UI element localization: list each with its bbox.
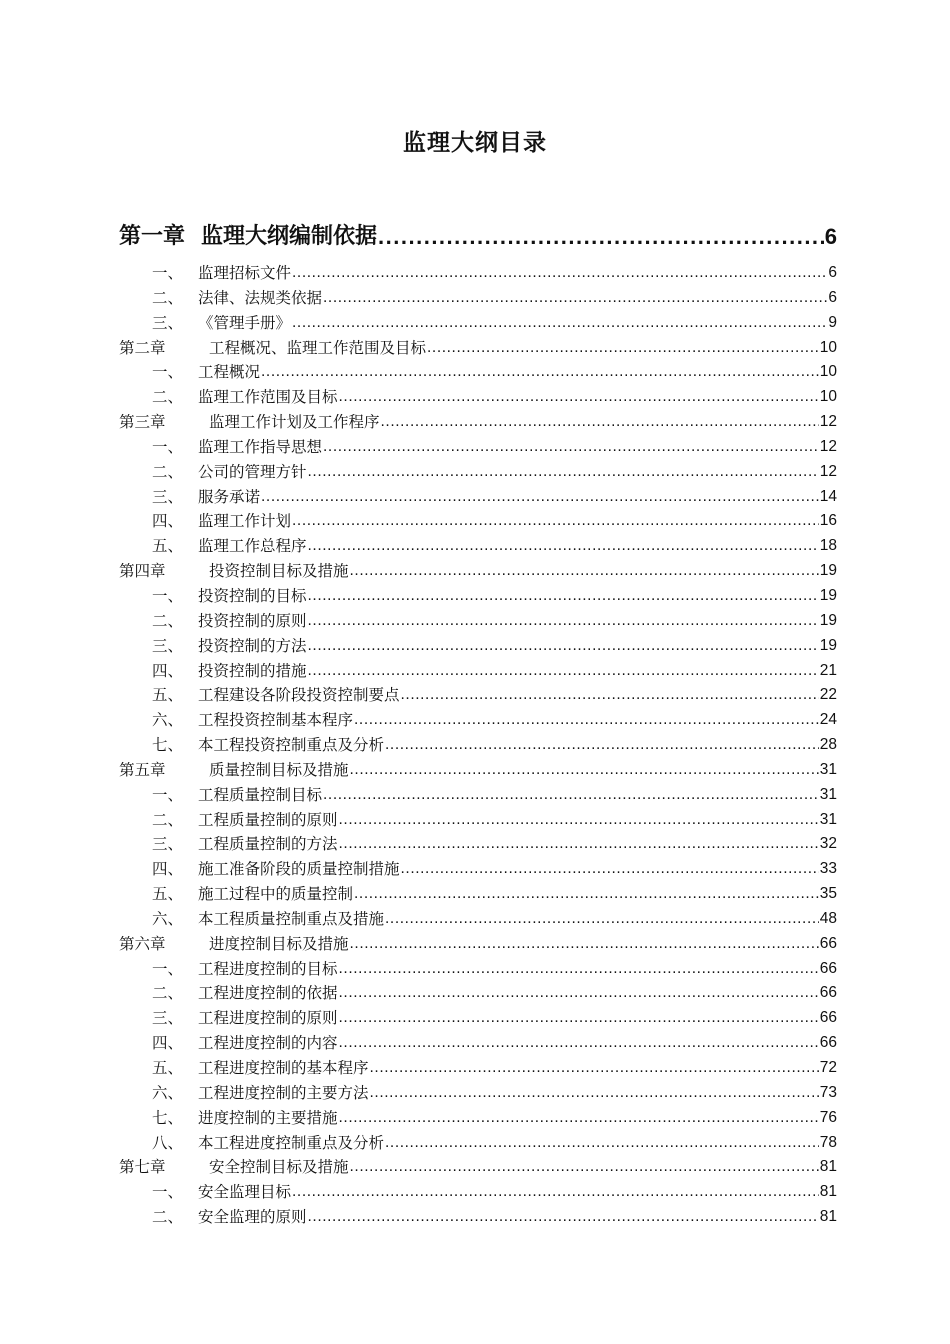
toc-page-number: 9: [828, 313, 837, 331]
toc-entry-number: 四、: [152, 1034, 184, 1053]
toc-dot-leader: [307, 609, 819, 634]
toc-entry-number: 五、: [152, 537, 184, 556]
toc-page-number: 14: [819, 487, 837, 505]
toc-page-number: 12: [819, 413, 837, 431]
toc-entry-number: 二、: [152, 984, 184, 1003]
toc-entry-number: 三、: [152, 636, 184, 655]
toc-page-number: 81: [819, 1208, 837, 1226]
toc-dot-leader: [349, 758, 819, 783]
toc-page-number: 6: [824, 224, 837, 249]
toc-entry-number: 第五章: [119, 760, 166, 779]
toc-entry[interactable]: [119, 360, 837, 385]
toc-entry-title: 监理工作范围及目标: [198, 388, 338, 407]
toc-dot-leader: [384, 733, 819, 758]
toc-entry-title: 投资控制的目标: [198, 586, 307, 605]
toc-entry-title: 本工程质量控制重点及措施: [198, 909, 385, 928]
toc-page-number: 66: [819, 984, 837, 1002]
toc-entry-title: 监理工作计划: [198, 512, 292, 531]
toc-entry-title: 施工过程中的质量控制: [198, 885, 354, 904]
toc-entry-number: 第七章: [119, 1158, 166, 1177]
toc-dot-leader: [307, 534, 819, 559]
toc-entry-title: 监理招标文件: [198, 264, 292, 282]
toc-page-number: 81: [819, 1183, 837, 1201]
toc-dot-leader: [338, 808, 819, 833]
toc-entry-number: 五、: [152, 686, 184, 705]
toc-dot-leader: [349, 932, 819, 957]
toc-page-number: 76: [819, 1108, 837, 1126]
toc-entry[interactable]: [119, 1056, 837, 1081]
toc-dot-leader: [338, 1031, 819, 1056]
toc-dot-leader: [338, 957, 819, 982]
toc-entry-title: 安全控制目标及措施: [209, 1158, 349, 1177]
toc-page-number: 31: [819, 760, 837, 778]
toc-entry[interactable]: [119, 932, 837, 957]
toc-dot-leader: [291, 1180, 819, 1205]
toc-entry-number: 七、: [152, 736, 184, 755]
toc-entry[interactable]: [119, 336, 837, 361]
toc-entry[interactable]: [119, 683, 837, 708]
toc-entry[interactable]: [119, 1031, 837, 1056]
toc-entry[interactable]: [119, 1180, 837, 1205]
toc-page-number: 48: [819, 909, 837, 927]
toc-entry-number: 六、: [152, 711, 184, 730]
toc-dot-leader: [338, 385, 819, 410]
toc-entry[interactable]: [119, 783, 837, 808]
toc-entry-title: 安全监理的原则: [198, 1208, 307, 1227]
toc-page-number: 24: [819, 711, 837, 729]
toc-page-number: 19: [819, 562, 837, 580]
toc-entry[interactable]: [119, 1205, 837, 1230]
toc-entry-title: 公司的管理方针: [198, 462, 307, 481]
toc-entry[interactable]: [119, 981, 837, 1006]
toc-page-number: 12: [819, 437, 837, 455]
toc-dot-leader: [369, 1056, 819, 1081]
toc-entry-number: 三、: [152, 487, 184, 506]
toc-page-number: 19: [819, 586, 837, 604]
toc-dot-leader: [353, 882, 819, 907]
toc-page-number: 19: [819, 636, 837, 654]
toc-entry[interactable]: [119, 882, 837, 907]
toc-entry[interactable]: [119, 435, 837, 460]
toc-page-number: 10: [819, 363, 837, 381]
toc-dot-leader: [322, 435, 819, 460]
toc-entry-title: 工程建设各阶段投资控制要点: [198, 686, 400, 705]
toc-entry-title: 进度控制的主要措施: [198, 1108, 338, 1127]
toc-page-number: 78: [819, 1133, 837, 1151]
toc-entry-title: 工程进度控制的原则: [198, 1009, 338, 1028]
toc-dot-leader: [260, 485, 819, 510]
toc-entry-title: 监理大纲编制依据: [201, 224, 378, 249]
toc-dot-leader: [322, 783, 819, 808]
toc-entry-number: 一、: [152, 785, 184, 804]
toc-dot-leader: [322, 286, 827, 311]
toc-entry-title: 工程投资控制基本程序: [198, 711, 354, 730]
toc-entry-title: 监理工作计划及工作程序: [209, 413, 380, 432]
toc-dot-leader: [369, 1081, 819, 1106]
toc-dot-leader: [260, 360, 819, 385]
toc-entry-title: 工程进度控制的主要方法: [198, 1083, 369, 1102]
toc-page-number: 31: [819, 785, 837, 803]
toc-entry-number: 五、: [152, 885, 184, 904]
toc-entry[interactable]: [119, 286, 837, 311]
toc-entry[interactable]: [119, 261, 837, 286]
toc-page-number: 21: [819, 661, 837, 679]
toc-entry-title: 安全监理目标: [198, 1183, 292, 1202]
toc-dot-leader: [384, 1131, 819, 1156]
toc-entry-number: 二、: [152, 462, 184, 481]
toc-entry[interactable]: [119, 509, 837, 534]
table-of-contents: [119, 215, 837, 1230]
toc-dot-leader: [384, 907, 819, 932]
toc-entry-number: 二、: [152, 611, 184, 630]
toc-entry-title: 投资控制目标及措施: [209, 562, 349, 581]
toc-page-number: 19: [819, 611, 837, 629]
toc-entry-title: 工程进度控制的内容: [198, 1034, 338, 1053]
toc-entry-title: 进度控制目标及措施: [209, 934, 349, 953]
toc-dot-leader: [338, 832, 819, 857]
toc-entry-title: 工程进度控制的基本程序: [198, 1059, 369, 1077]
toc-entry-number: 第一章: [119, 224, 186, 249]
toc-entry[interactable]: [119, 609, 837, 634]
toc-dot-leader: [380, 410, 819, 435]
toc-entry[interactable]: [119, 410, 837, 435]
toc-entry[interactable]: [119, 1155, 837, 1180]
toc-entry-number: 八、: [152, 1133, 184, 1152]
toc-entry[interactable]: [119, 584, 837, 609]
toc-entry-number: 二、: [152, 1208, 184, 1227]
toc-dot-leader: [338, 1006, 819, 1031]
toc-entry[interactable]: [119, 832, 837, 857]
toc-entry-number: 一、: [152, 1183, 184, 1202]
toc-entry-number: 一、: [152, 959, 184, 978]
toc-entry[interactable]: [119, 1006, 837, 1031]
toc-page-number: 66: [819, 1034, 837, 1052]
toc-entry[interactable]: [119, 1106, 837, 1131]
toc-entry-number: 六、: [152, 909, 184, 928]
toc-page-number: 31: [819, 810, 837, 828]
toc-dot-leader: [400, 683, 819, 708]
toc-page-number: 81: [819, 1158, 837, 1176]
toc-page-number: 28: [819, 736, 837, 754]
toc-entry-number: 三、: [152, 835, 184, 854]
toc-page-number: 73: [819, 1083, 837, 1101]
toc-dot-leader: [349, 559, 819, 584]
toc-dot-leader: [307, 460, 819, 485]
toc-dot-leader: [307, 634, 819, 659]
toc-entry-title: 投资控制的原则: [198, 611, 307, 630]
toc-entry-number: 一、: [152, 586, 184, 605]
toc-entry-title: 工程进度控制的目标: [198, 959, 338, 978]
toc-entry-title: 工程概况: [198, 363, 261, 382]
toc-entry[interactable]: [119, 659, 837, 684]
toc-entry-number: 一、: [152, 437, 184, 456]
toc-entry-number: 二、: [152, 288, 184, 307]
toc-entry-number: 第三章: [119, 413, 166, 432]
toc-page-number: 66: [819, 934, 837, 952]
toc-entry-title: 质量控制目标及措施: [209, 760, 349, 779]
toc-dot-leader: [353, 708, 819, 733]
toc-entry-title: 工程质量控制的原则: [198, 810, 338, 829]
toc-entry[interactable]: [119, 485, 837, 510]
toc-entry[interactable]: [119, 708, 837, 733]
toc-entry[interactable]: [119, 311, 837, 336]
toc-page-number: 22: [819, 686, 837, 704]
toc-entry-title: 本工程进度控制重点及分析: [198, 1133, 385, 1152]
toc-dot-leader: [338, 1106, 819, 1131]
toc-entry-title: 监理工作指导思想: [198, 437, 323, 456]
toc-entry-number: 七、: [152, 1108, 184, 1127]
toc-dot-leader: [307, 1205, 819, 1230]
toc-entry-number: 四、: [152, 661, 184, 680]
toc-dot-leader: [349, 1155, 819, 1180]
toc-page-number: 6: [828, 264, 837, 281]
toc-entry-title: 本工程投资控制重点及分析: [198, 736, 385, 755]
toc-dot-leader: [400, 857, 819, 882]
toc-page-number: 10: [819, 338, 837, 356]
toc-entry-number: 四、: [152, 860, 184, 879]
toc-entry[interactable]: [119, 534, 837, 559]
toc-dot-leader: [426, 336, 819, 361]
toc-entry-title: 工程进度控制的依据: [198, 984, 338, 1003]
toc-entry-number: 一、: [152, 363, 184, 382]
toc-page-number: 66: [819, 1009, 837, 1027]
toc-entry-title: 投资控制的方法: [198, 636, 307, 655]
toc-entry-title: 工程质量控制的方法: [198, 835, 338, 854]
toc-entry-number: 五、: [152, 1059, 184, 1077]
toc-page-number: 32: [819, 835, 837, 853]
toc-entry[interactable]: [119, 215, 837, 259]
toc-entry-number: 六、: [152, 1083, 184, 1102]
toc-dot-leader: [291, 311, 827, 336]
toc-entry-number: 三、: [152, 313, 184, 332]
toc-page-number: 35: [819, 885, 837, 903]
toc-entry-title: 施工准备阶段的质量控制措施: [198, 860, 400, 879]
toc-entry[interactable]: [119, 857, 837, 882]
toc-page-number: 66: [819, 959, 837, 977]
toc-page-number: 10: [819, 388, 837, 406]
toc-entry[interactable]: [119, 907, 837, 932]
toc-entry[interactable]: [119, 808, 837, 833]
toc-page-number: 12: [819, 462, 837, 480]
toc-dot-leader: [307, 659, 819, 684]
toc-entry[interactable]: [119, 1081, 837, 1106]
toc-page-number: 16: [819, 512, 837, 530]
toc-dot-leader: [291, 261, 827, 286]
toc-page-number: 18: [819, 537, 837, 555]
toc-dot-leader: [377, 215, 824, 259]
toc-entry[interactable]: [119, 460, 837, 485]
toc-page-number: 72: [819, 1059, 837, 1076]
toc-entry-title: 投资控制的措施: [198, 661, 307, 680]
toc-entry-title: 《管理手册》: [198, 313, 292, 332]
toc-entry-title: 监理工作总程序: [198, 537, 307, 556]
toc-entry-title: 工程质量控制目标: [198, 785, 323, 804]
toc-entry-title: 工程概况、监理工作范围及目标: [209, 338, 427, 357]
toc-entry-number: 一、: [152, 264, 184, 282]
toc-entry-title: 服务承诺: [198, 487, 261, 506]
toc-dot-leader: [291, 509, 819, 534]
toc-dot-leader: [307, 584, 819, 609]
toc-entry-title: 法律、法规类依据: [198, 288, 323, 307]
toc-entry[interactable]: [119, 385, 837, 410]
toc-entry[interactable]: [119, 559, 837, 584]
toc-entry[interactable]: [119, 634, 837, 659]
toc-entry-number: 二、: [152, 388, 184, 407]
toc-entry-number: 第六章: [119, 934, 166, 953]
page-title: 监理大纲目录: [403, 130, 547, 156]
toc-entry[interactable]: [119, 957, 837, 982]
toc-entry-number: 三、: [152, 1009, 184, 1028]
toc-entry[interactable]: [119, 1131, 837, 1156]
toc-page-number: 33: [819, 860, 837, 878]
toc-page-number: 6: [828, 288, 837, 306]
toc-entry[interactable]: [119, 733, 837, 758]
toc-entry[interactable]: [119, 758, 837, 783]
toc-dot-leader: [338, 981, 819, 1006]
toc-entry-number: 四、: [152, 512, 184, 531]
toc-entry-number: 第二章: [119, 338, 166, 357]
toc-entry-number: 二、: [152, 810, 184, 829]
toc-entry-number: 第四章: [119, 562, 166, 581]
